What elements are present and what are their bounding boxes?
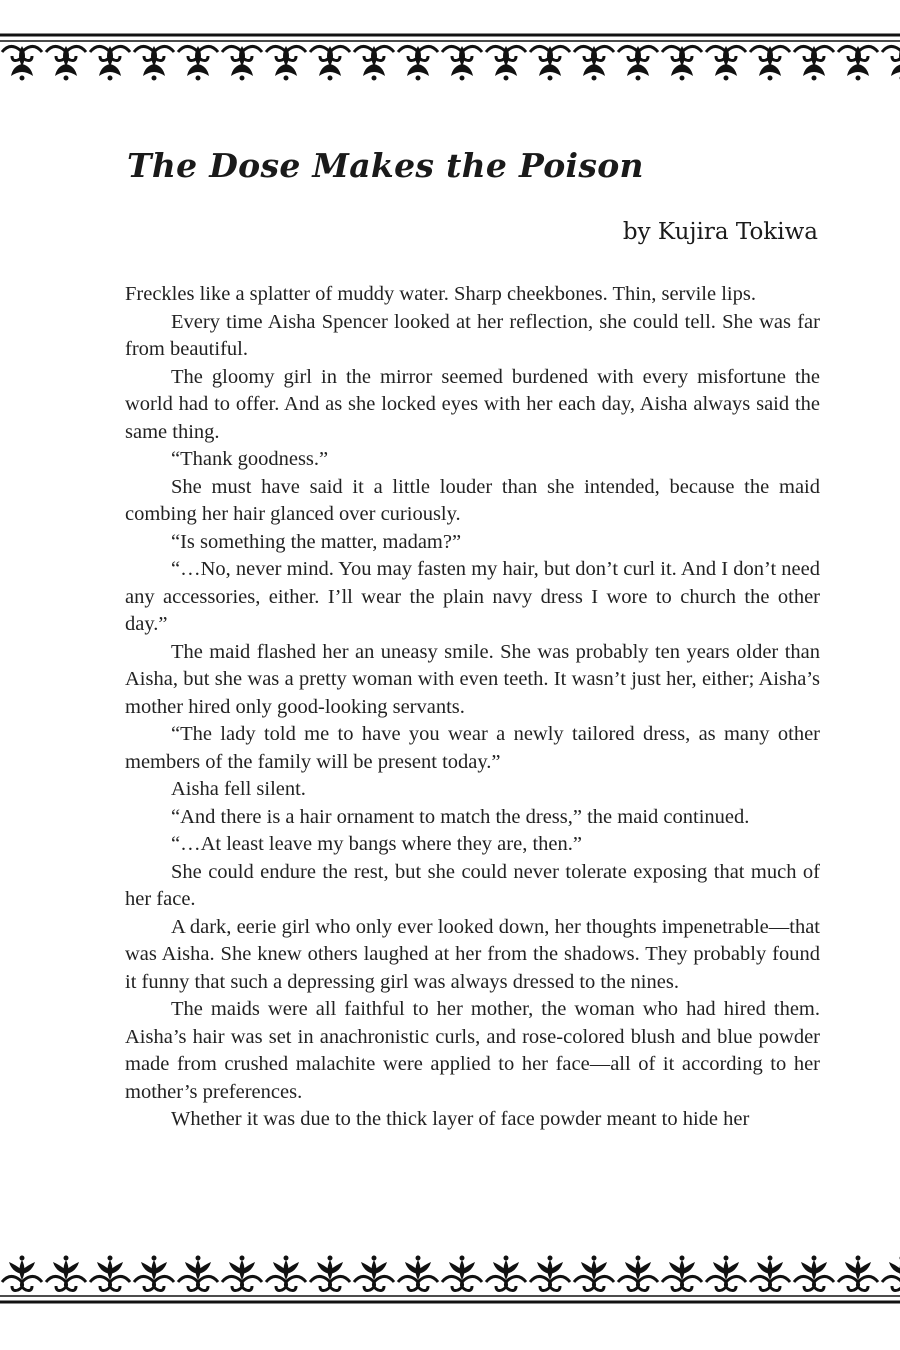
paragraph: Every time Aisha Spencer looked at her reflection, she could tell. She was far from beautiful. [125, 310, 820, 360]
paragraph: The maid flashed her an uneasy smile. She was probably ten years older than Aisha, but she was a pretty woman with even teeth. It wasn’t just her, either; Aisha’s mother hired only good-looking servants. [125, 640, 820, 718]
paragraph: “And there is a hair ornament to match the dress,” the maid continued. [171, 805, 750, 828]
paragraph: The gloomy girl in the mirror seemed burdened with every misfortune the world had to offer. And as she locked eyes with her each day, Aisha always said the same thing. [125, 365, 820, 443]
paragraph: Freckles like a splatter of muddy water. Sharp cheekbones. Thin, servile lips. [125, 283, 756, 305]
top-ornamental-border [0, 22, 900, 92]
paragraph: The maids were all faithful to her mother, the woman who had hired them. Aisha’s hair was set in anachronistic curls, and rose-colored blush and blue powder made from crushed malachite were applied to her face—all of it according to her mother’s preferences. [125, 998, 820, 1103]
paragraph: “The lady told me to have you wear a newly tailored dress, as many other members of the family will be present today.” [125, 723, 820, 773]
story-title: The Dose Makes the Poison [127, 146, 644, 185]
paragraph: Whether it was due to the thick layer of face powder meant to hide her [171, 1108, 750, 1130]
paragraph: A dark, eerie girl who only ever looked down, her thoughts impenetrable—that was Aisha. She knew others laughed at her from the shadows. They probably found it funny that such a depressing girl was always dressed to the nines. [125, 915, 820, 993]
paragraph: “Thank goodness.” [171, 448, 329, 470]
bottom-ornamental-border [0, 1248, 900, 1318]
paragraph: “Is something the matter, madam?” [171, 530, 462, 553]
paragraph: She must have said it a little louder than she intended, because the maid combing her hair glanced over curiously. [125, 475, 820, 525]
paragraph: “…No, never mind. You may fasten my hair, but don’t curl it. And I don’t need any accessories, either. I’ll wear the plain navy dress I wore to church the other day.” [125, 558, 820, 635]
paragraph: “…At least leave my bangs where they are, then.” [171, 833, 582, 855]
paragraph: She could endure the rest, but she could never tolerate exposing that much of her face. [125, 860, 820, 910]
paragraph: Aisha fell silent. [171, 778, 306, 800]
story-body [125, 281, 820, 1134]
author-byline: by Kujira Tokiwa [622, 219, 818, 245]
